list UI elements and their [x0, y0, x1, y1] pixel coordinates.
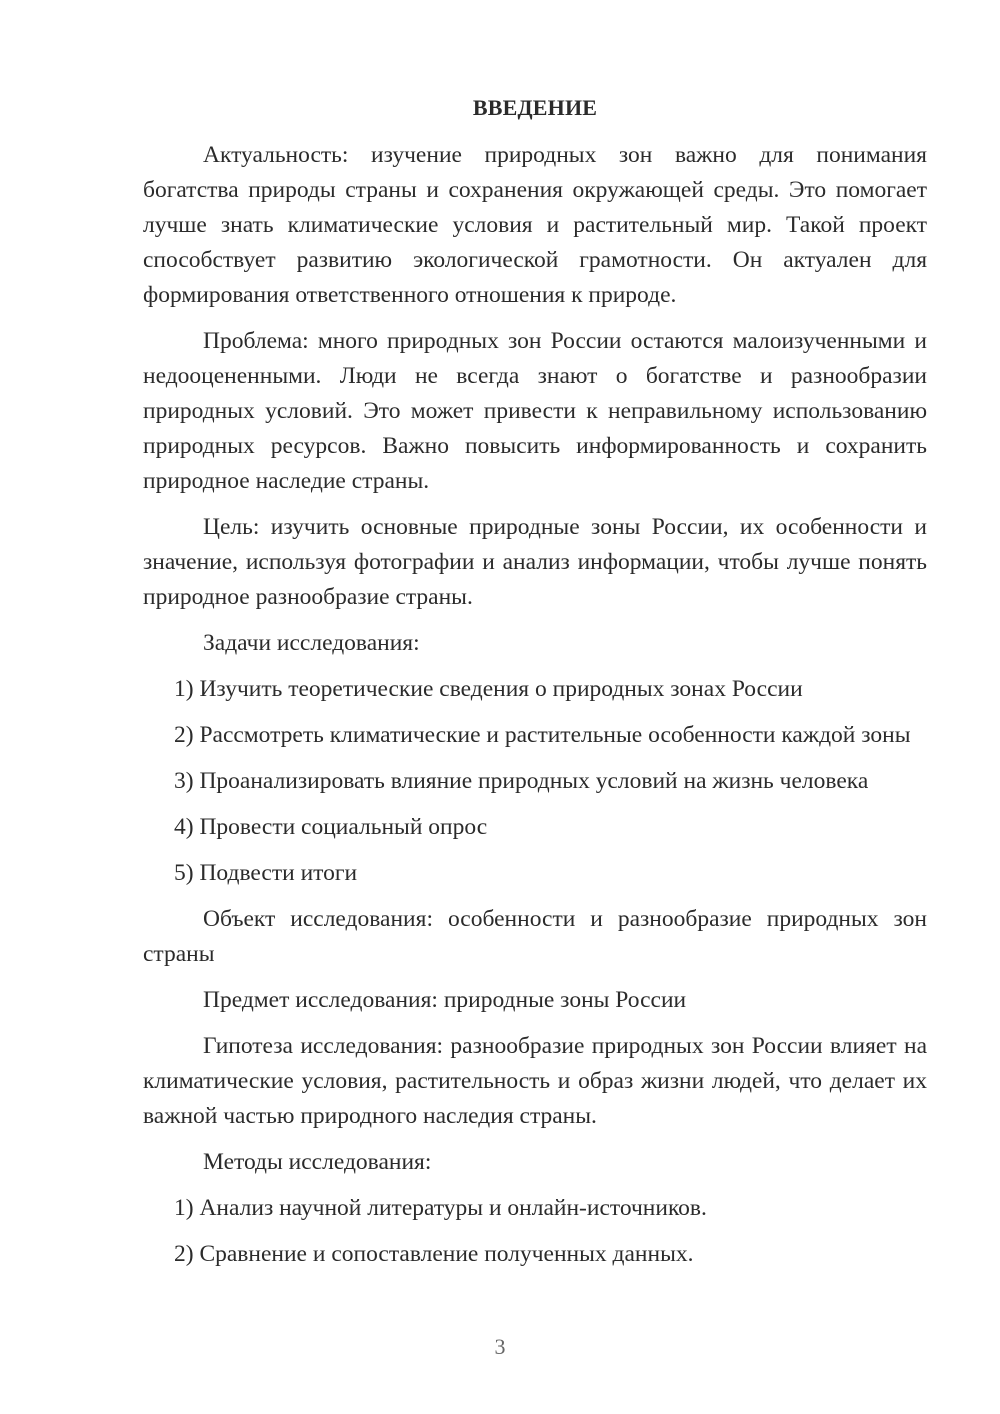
- tasks-heading: Задачи исследования:: [203, 630, 420, 656]
- task-item-3: 3) Проанализировать влияние природных условий на жизнь человека: [174, 768, 869, 794]
- goal-paragraph: Цель: изучить основные природные зоны России, их особенности и значение, используя фотографии и анализ информации, чтобы лучше понять природное разнообразие страны.: [143, 514, 927, 610]
- hypothesis-paragraph: Гипотеза исследования: разнообразие природных зон России влияет на климатические условия, растительность и образ жизни людей, что делает их важной частью природного наследия страны.: [143, 1033, 927, 1129]
- task-item-5: 5) Подвести итоги: [174, 860, 358, 886]
- task-item-1: 1) Изучить теоретические сведения о природных зонах России: [174, 676, 803, 702]
- task-item-4: 4) Провести социальный опрос: [174, 814, 488, 840]
- task-item-2: 2) Рассмотреть климатические и растительные особенности каждой зоны: [174, 722, 911, 748]
- page-number: 3: [494, 1334, 506, 1359]
- methods-heading: Методы исследования:: [203, 1149, 432, 1175]
- problem-paragraph: Проблема: много природных зон России остаются малоизученными и недооцененными. Люди не всегда знают о богатстве и разнообразии природных условий. Это может привести к неправильному использованию природных ресурсов. Важно повысить информированность и сохранить природное наследие страны.: [143, 328, 927, 494]
- relevance-paragraph: Актуальность: изучение природных зон важно для понимания богатства природы страны и сохранения окружающей среды. Это помогает лучше знать климатические условия и растительный мир. Такой проект способствует развитию экологической грамотности. Он актуален для формирования ответственного отношения к природе.: [143, 142, 927, 308]
- object-paragraph: Объект исследования: особенности и разнообразие природных зон страны: [143, 906, 927, 967]
- method-item-2: 2) Сравнение и сопоставление полученных данных.: [174, 1241, 694, 1267]
- section-title: ВВЕДЕНИЕ: [472, 95, 598, 120]
- method-item-1: 1) Анализ научной литературы и онлайн-источников.: [174, 1195, 707, 1221]
- subject-paragraph: Предмет исследования: природные зоны России: [203, 987, 687, 1013]
- page-content: [143, 90, 927, 1283]
